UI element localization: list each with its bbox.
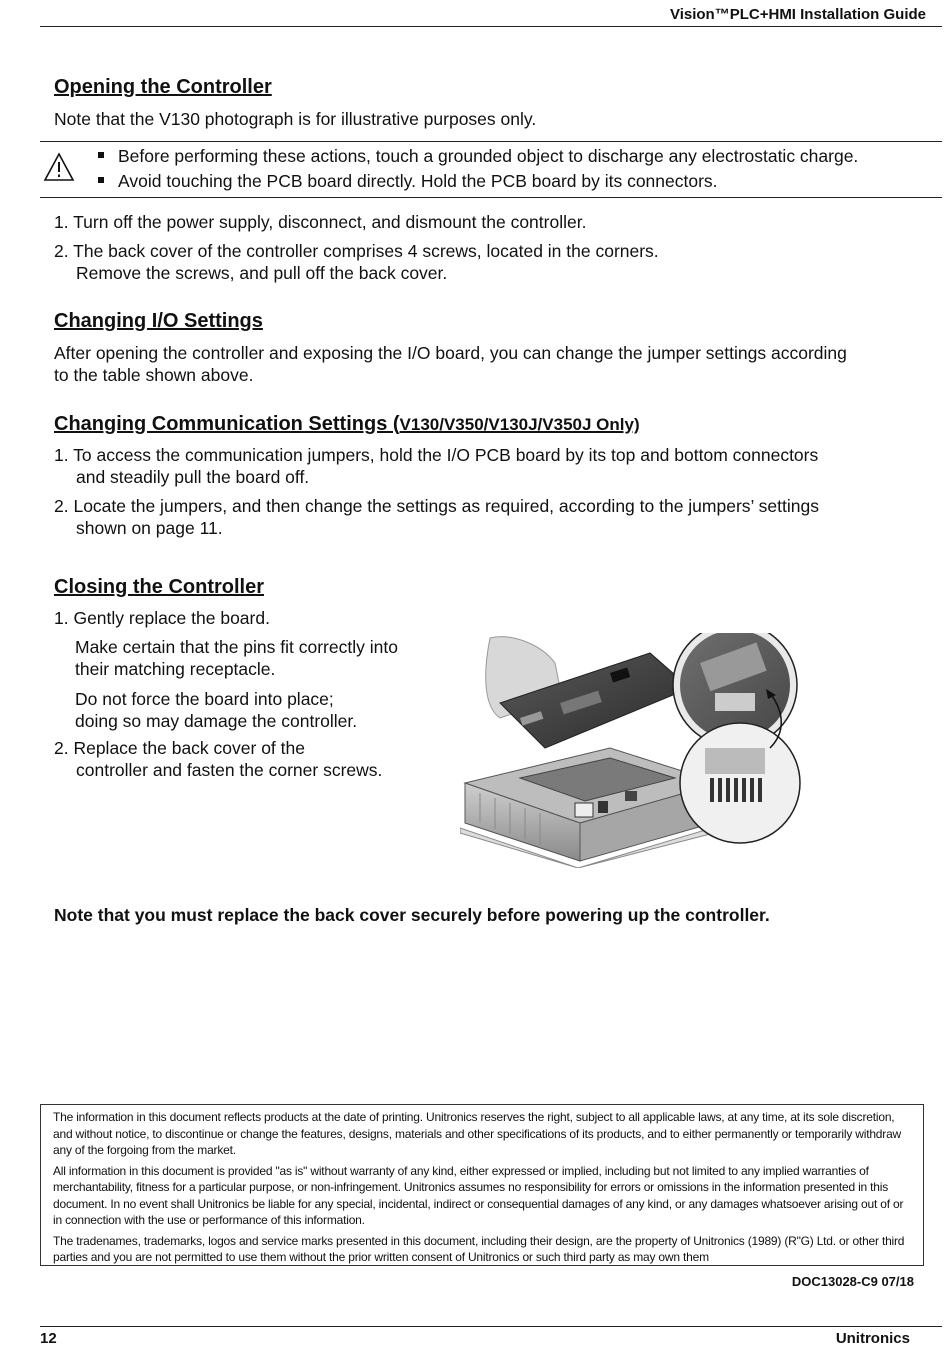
bullet-square [98,152,104,158]
document-code: DOC13028-C9 07/18 [791,1274,914,1289]
comm-step-2: 2. Locate the jumpers, and then change the settings as required, according to the jumpers’ settings shown on page 11. [54,496,819,538]
footer-rule [40,1326,942,1327]
legal-paragraph-3: The tradenames, trademarks, logos and service marks presented in this document, including their design, are the property of Unitronics (1989) (R"G) Ltd. or other third parties and you are not permitted to use them without the prior written consent of Unitronics or such third party as may own them [53,1233,905,1264]
warning-bullet-1: Before performing these actions, touch a grounded object to discharge any electrostatic charge. [98,144,858,168]
io-paragraph: After opening the controller and exposing the I/O board, you can change the jumper settings according to the table shown above. [54,343,847,385]
comm-step-1: 1. To access the communication jumpers, hold the I/O PCB board by its top and bottom connectors and steadily pull the board off. [54,445,819,487]
running-header-title: Vision™PLC+HMI Installation Guide [669,6,926,23]
legal-paragraph-1: The information in this document reflects products at the date of printing. Unitronics reserves the right, subject to all applicable laws, at any time, at its sole discretion, and without notice, to discontinue or change the features, designs, materials and other specifications of its products, and to either permanently or temporarily withdraw any of the forgoing from the market. [53,1110,902,1157]
closing-step-1: 1. Gently replace the board. [54,608,270,628]
section-heading-closing: Closing the Controller [54,576,264,598]
final-safety-note: Note that you must replace the back cover securely before powering up the controller. [54,905,770,925]
warning-bullet-2: Avoid touching the PCB board directly. Hold the PCB board by its connectors. [98,169,718,193]
opening-step-1: 1. Turn off the power supply, disconnect, and dismount the controller. [54,212,587,232]
header-rule [40,26,942,27]
page-number: 12 [40,1330,57,1347]
bullet-square [98,177,104,183]
section-heading-io: Changing I/O Settings [54,310,263,332]
closing-step-1-note-a: Make certain that the pins fit correctly into their matching receptacle. [75,637,398,679]
opening-step-2: 2. The back cover of the controller comprises 4 screws, located in the corners. Remove the screws, and pull off the back cover. [54,241,659,283]
legal-paragraph-2: All information in this document is provided "as is" without warranty of any kind, either expressed or implied, including but not limited to any implied warranties of merchantability, fitness for a particular purpose, or non-infringement. Unitronics assumes no responsibility for errors or omissions in the information presented in this document. In no event shall Unitronics be liable for any special, incidental, indirect or consequential damages of any kind, or any damages whatsoever arising out of or in connection with the use or performance of this information. [53,1163,904,1227]
section-heading-comm: Changing Communication Settings (V130/V350/V130J/V350J Only) [54,413,640,435]
legal-disclaimer-box [40,1104,924,1266]
warning-triangle-icon [43,152,75,182]
illustration-note: Note that the V130 photograph is for illustrative purposes only. [54,109,537,129]
closing-step-1-note-b: Do not force the board into place; doing so may damage the controller. [75,689,358,731]
section-heading-opening: Opening the Controller [54,76,272,98]
footer-brand: Unitronics [835,1330,910,1347]
closing-step-2: 2. Replace the back cover of the controller and fasten the corner screws. [54,738,383,780]
controller-assembly-photo [460,633,815,868]
